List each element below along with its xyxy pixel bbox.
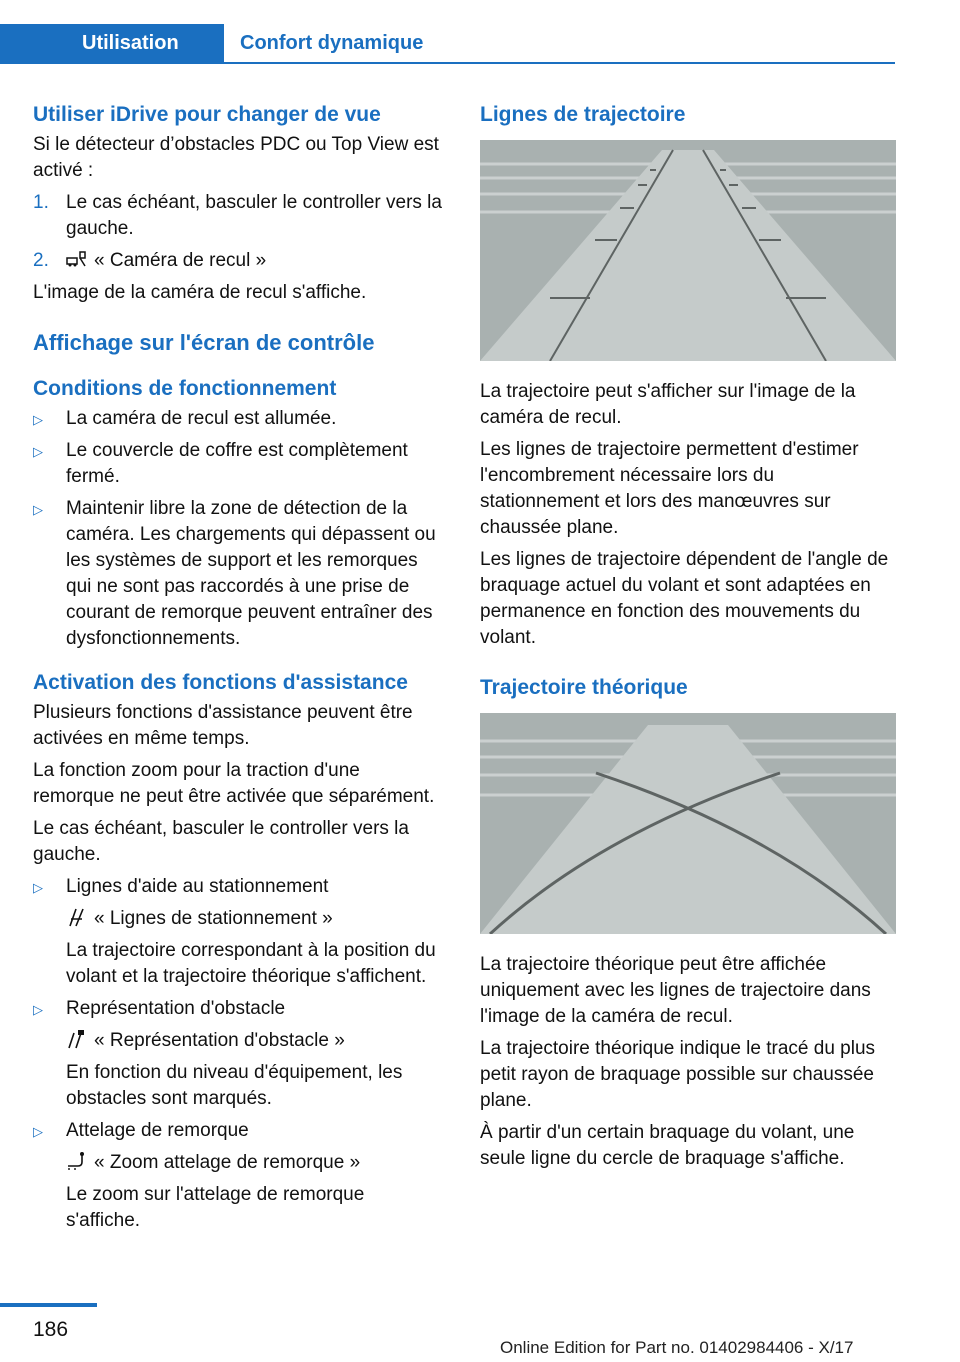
left-column (33, 100, 443, 1240)
step-1 (33, 190, 443, 242)
triangle-bullet-icon: ▷ (33, 412, 43, 427)
heading-conditions: Conditions de fonctionnement (33, 377, 337, 400)
assist-title: Attelage de remorque (66, 1120, 249, 1141)
assist-menu: « Lignes de stationnement » (94, 908, 333, 929)
assist-menu-line (66, 1150, 443, 1176)
right-column (480, 100, 896, 1178)
paragraph-1: La trajectoire peut s'afficher sur l'image de la caméra de recul. (480, 381, 856, 428)
paragraph-pdc: Si le détecteur d’obstacles PDC ou Top View est activé : (33, 134, 439, 181)
heading-idrive: Utiliser iDrive pour changer de vue (33, 103, 381, 126)
step-number: 1. (33, 192, 49, 213)
assist-menu-line (66, 1028, 443, 1054)
paragraph-5: La trajectoire théorique indique le tracé du plus petit rayon de braquage possible sur chaussée plane. (480, 1038, 876, 1111)
assist-menu: « Représentation d'obstacle » (94, 1030, 345, 1051)
assist-title: Représentation d'obstacle (66, 998, 286, 1019)
page-number: 186 (33, 1318, 69, 1341)
triangle-bullet-icon: ▷ (33, 1124, 43, 1139)
assist-menu-line (66, 906, 443, 932)
condition-text: Le couvercle de coffre est complètement fermé. (66, 440, 408, 487)
step-text: Le cas échéant, basculer le controller vers la gauche. (66, 192, 442, 239)
paragraph-image: L'image de la caméra de recul s'affiche. (33, 282, 367, 303)
page-header (0, 0, 895, 64)
triangle-bullet-icon: ▷ (33, 880, 43, 895)
condition-item (33, 496, 443, 652)
obstacle-icon (66, 1029, 88, 1049)
parking-lines-icon (66, 907, 88, 927)
triangle-bullet-icon: ▷ (33, 444, 43, 459)
theoretical-trajectory-figure (480, 713, 896, 934)
paragraph-3: Les lignes de trajectoire dépendent de l'angle de braquage actuel du volant et sont adaptées en permanence en fonction des mouvements du volant. (480, 549, 889, 648)
paragraph-zoom: La fonction zoom pour la traction d'une remorque ne peut être activée que séparément. (33, 760, 435, 807)
steps-list (33, 190, 443, 274)
assist-desc: En fonction du niveau d'équipement, les obstacles sont marqués. (66, 1062, 403, 1109)
conditions-list (33, 406, 443, 652)
assist-item-obstacle (33, 996, 443, 1112)
trailer-hitch-icon (66, 1151, 88, 1171)
condition-text: La caméra de recul est allumée. (66, 408, 337, 429)
heading-activation: Activation des fonctions d'assistance (33, 671, 408, 694)
assist-desc: La trajectoire correspondant à la position du volant et la trajectoire théorique s'affichent. (66, 940, 436, 987)
triangle-bullet-icon: ▷ (33, 502, 43, 517)
paragraph-plusieurs: Plusieurs fonctions d'assistance peuvent être activées en même temps. (33, 702, 413, 749)
rear-camera-icon (66, 249, 88, 269)
condition-text: Maintenir libre la zone de détection de la caméra. Les chargements qui dépassent ou les systèmes de support et les remorques qui ne sont pas raccordés à une prise de courant de remorque peuvent entraîner des dysfonctionnements. (66, 498, 436, 649)
edition-note: Online Edition for Part no. 01402984406 - X/17 (500, 1338, 854, 1357)
paragraph-4: La trajectoire théorique peut être affichée uniquement avec les lignes de trajectoire dans l'image de la caméra de recul. (480, 954, 871, 1027)
assist-list (33, 874, 443, 1234)
tab-utilisation[interactable]: Utilisation (0, 24, 224, 62)
assist-menu: « Zoom attelage de remorque » (94, 1152, 361, 1173)
trajectory-lines-figure (480, 140, 896, 361)
assist-desc: Le zoom sur l'attelage de remorque s'affiche. (66, 1184, 365, 1231)
step-number: 2. (33, 250, 49, 271)
step-2 (33, 248, 443, 274)
assist-item-trailer (33, 1118, 443, 1234)
assist-title: Lignes d'aide au stationnement (66, 876, 329, 897)
paragraph-6: À partir d'un certain braquage du volant, une seule ligne du cercle de braquage s'affiche. (480, 1122, 855, 1169)
condition-item (33, 438, 443, 490)
footer-rule (0, 1303, 97, 1307)
triangle-bullet-icon: ▷ (33, 1002, 43, 1017)
paragraph-cas: Le cas échéant, basculer le controller vers la gauche. (33, 818, 409, 865)
assist-item-parking-lines (33, 874, 443, 990)
heading-affichage: Affichage sur l'écran de contrôle (33, 330, 375, 355)
tab-confort-dynamique[interactable]: Confort dynamique (240, 32, 424, 54)
condition-item (33, 406, 443, 432)
paragraph-2: Les lignes de trajectoire permettent d'estimer l'encombrement nécessaire lors du stationnement et lors des manœuvres sur chaussée plane. (480, 439, 859, 538)
heading-theorique: Trajectoire théorique (480, 676, 688, 699)
step-text: « Caméra de recul » (94, 250, 267, 271)
heading-lignes: Lignes de trajectoire (480, 103, 686, 126)
